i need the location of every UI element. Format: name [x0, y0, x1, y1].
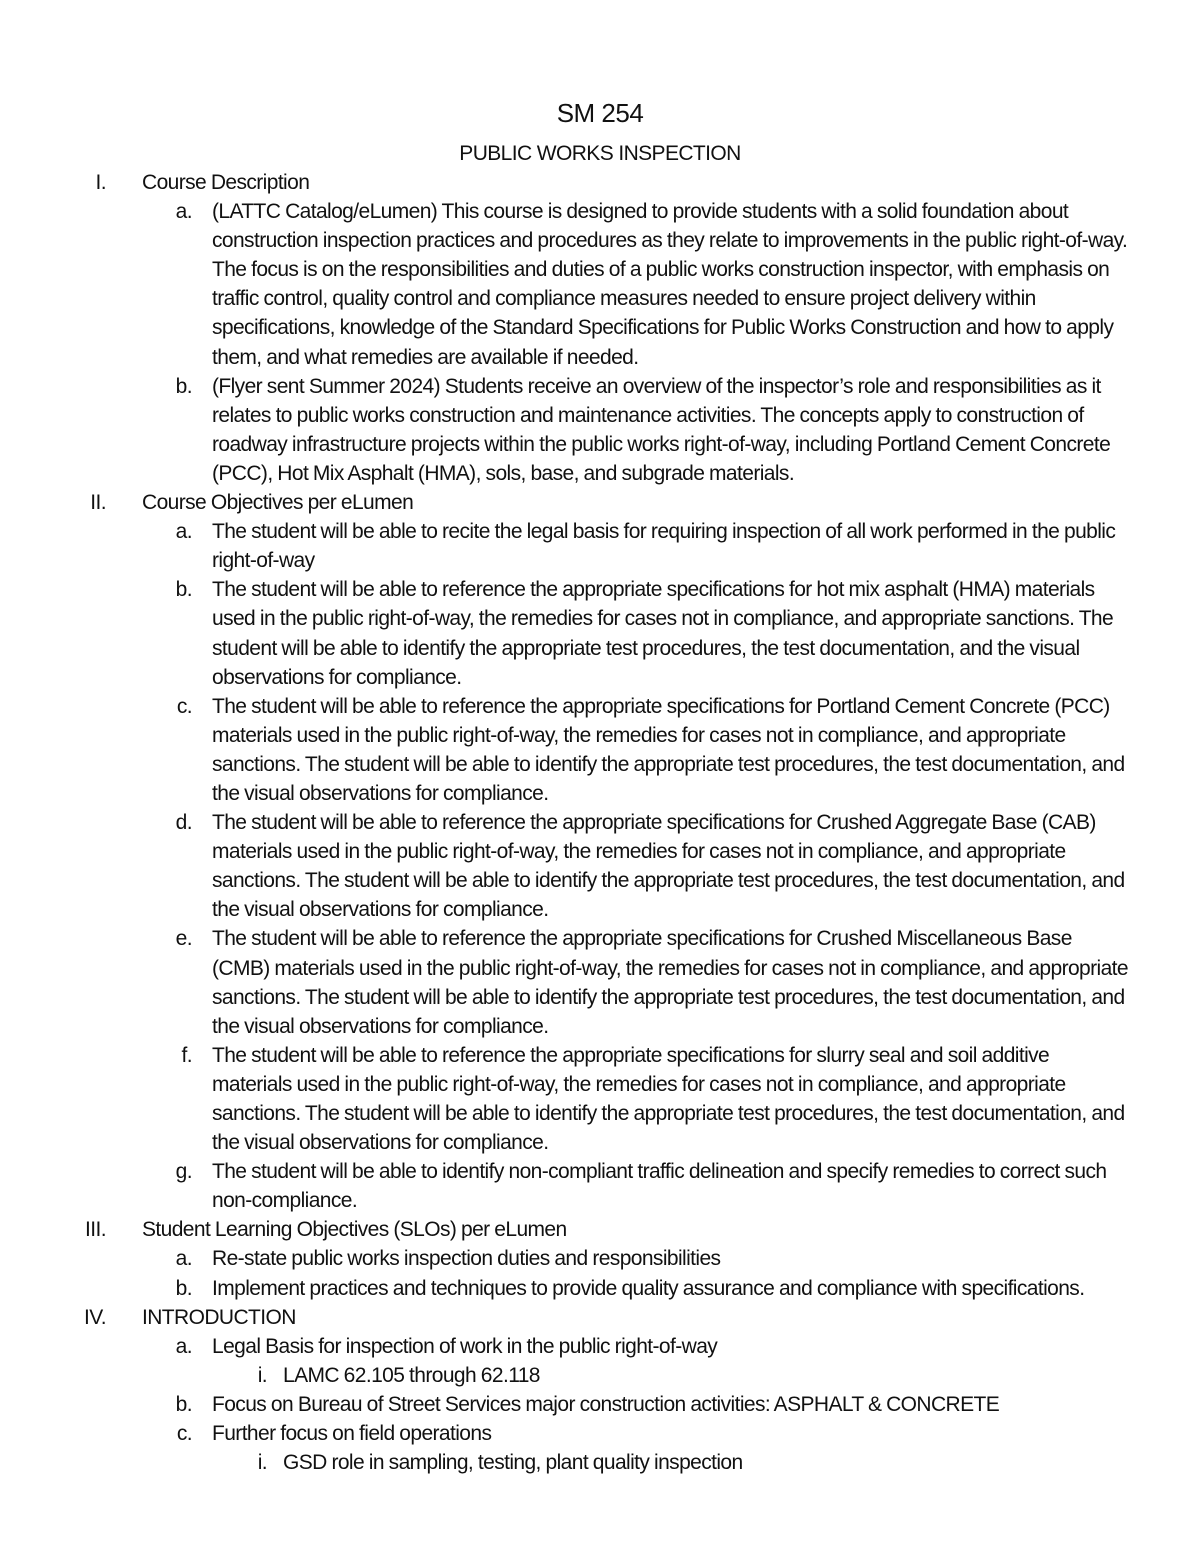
item-letter: f.	[181, 1043, 192, 1067]
item-text: The student will be able to reference the appropriate specifications for Portland Cement Concrete (PCC) materials used in the public right-of-way, the remedies for cases not in compliance, and appropriate sanctions. The student will be able to identify the appropriate test procedures, the test documentation, and the visual observations for compliance.	[212, 694, 1125, 805]
item-letter: b.	[175, 1392, 192, 1416]
item-letter: b.	[175, 578, 192, 602]
item-text: The student will be able to reference the appropriate specifications for Crushed Miscellaneous Base (CMB) materials used in the public right-of-way, the remedies for cases not in compliance, and appropriate sanctions. The student will be able to identify the appropriate test procedures, the test documentation, and the visual observations for compliance.	[212, 927, 1128, 1038]
item-letter: b.	[175, 374, 192, 398]
item-text: Further focus on field operations	[212, 1422, 492, 1446]
item-letter: g.	[175, 1160, 192, 1184]
section-heading	[0, 1303, 1200, 1332]
item-text: Re-state public works inspection duties and responsibilities	[212, 1247, 721, 1271]
list-item	[0, 1332, 1200, 1361]
list-item	[0, 372, 1200, 488]
section-numeral: I.	[95, 171, 106, 194]
section-heading-text: Course Objectives per eLumen	[142, 491, 414, 515]
document-subtitle: PUBLIC WORKS INSPECTION	[459, 142, 741, 165]
list-item	[0, 1244, 1200, 1273]
list-item	[0, 517, 1200, 575]
item-text: The student will be able to reference the appropriate specifications for slurry seal and soil additive materials used in the public right-of-way, the remedies for cases not in compliance, and appropriate sanctions. The student will be able to identify the appropriate test procedures, the test documentation, and the visual observations for compliance.	[212, 1043, 1125, 1155]
item-text: Implement practices and techniques to provide quality assurance and compliance with specifications.	[212, 1276, 1085, 1300]
section-heading-text: Course Description	[142, 171, 310, 194]
list-item	[0, 692, 1200, 808]
outline-body	[0, 168, 1200, 1477]
item-text: The student will be able to reference the appropriate specifications for Crushed Aggregate Base (CAB) materials used in the public right-of-way, the remedies for cases not in compliance, and appropriate sanctions. The student will be able to identify the appropriate test procedures, the test documentation, and the visual observations for compliance.	[212, 811, 1125, 922]
sub-item-text: LAMC 62.105 through 62.118	[283, 1363, 540, 1387]
list-item	[0, 1157, 1200, 1215]
section-heading	[0, 1215, 1200, 1244]
item-text: The student will be able to reference the appropriate specifications for hot mix asphalt (HMA) materials used in the public right-of-way, the remedies for cases not in compliance, and appropriate sanctions. The student will be able to identify the appropriate test procedures, the test documentation, and the visual observations for compliance.	[212, 578, 1114, 689]
list-item	[0, 1041, 1200, 1157]
sub-item-numeral: i.	[257, 1363, 267, 1387]
list-item	[0, 197, 1200, 372]
item-letter: d.	[175, 811, 192, 835]
section-heading	[0, 168, 1200, 197]
section-numeral: IV.	[84, 1305, 106, 1329]
item-text: Focus on Bureau of Street Services major construction activities: ASPHALT & CONCRETE	[212, 1392, 1000, 1416]
sub-item-text: GSD role in sampling, testing, plant quality inspection	[283, 1451, 743, 1475]
list-item	[0, 1390, 1200, 1419]
item-text: The student will be able to recite the legal basis for requiring inspection of all work performed in the public right-of-way	[212, 520, 1116, 573]
list-item	[0, 1419, 1200, 1448]
item-letter: a.	[175, 520, 192, 544]
sub-item-numeral: i.	[257, 1451, 267, 1475]
item-text: (LATTC Catalog/eLumen) This course is designed to provide students with a solid foundation about construction inspection practices and procedures as they relate to improvements in the public right-of-way. The focus is on the responsibilities and duties of a public works construction inspector, with emphasis on traffic control, quality control and compliance measures needed to ensure project delivery within specifications, knowledge of the Standard Specifications for Public Works Construction and how to apply them, and what remedies are available if needed.	[212, 200, 1128, 369]
list-item	[0, 575, 1200, 691]
item-text: (Flyer sent Summer 2024) Students receive an overview of the inspector’s role and responsibilities as it relates to public works construction and maintenance activities. The concepts apply to construction of roadway infrastructure projects within the public works right-of-way, including Portland Cement Concrete (PCC), Hot Mix Asphalt (HMA), sols, base, and subgrade materials.	[212, 374, 1111, 485]
document-title: SM 254	[556, 98, 644, 128]
item-letter: a.	[175, 200, 192, 224]
section-heading-text: INTRODUCTION	[142, 1305, 296, 1329]
section-numeral: II.	[90, 491, 106, 515]
item-text: The student will be able to identify non-compliant traffic delineation and specify remedies to correct such non-compliance.	[212, 1160, 1107, 1213]
list-item	[0, 924, 1200, 1040]
item-letter: c.	[176, 694, 192, 718]
item-text: Legal Basis for inspection of work in the public right-of-way	[212, 1334, 718, 1358]
item-letter: c.	[176, 1422, 192, 1446]
sub-list-item	[0, 1448, 1200, 1477]
list-item	[0, 1274, 1200, 1303]
item-letter: a.	[175, 1247, 192, 1271]
section-heading	[0, 488, 1200, 517]
section-numeral: III.	[85, 1218, 106, 1242]
item-letter: e.	[175, 927, 192, 951]
list-item	[0, 808, 1200, 924]
section-heading-text: Student Learning Objectives (SLOs) per eLumen	[142, 1218, 567, 1242]
item-letter: b.	[175, 1276, 192, 1300]
sub-list-item	[0, 1361, 1200, 1390]
item-letter: a.	[175, 1334, 192, 1358]
